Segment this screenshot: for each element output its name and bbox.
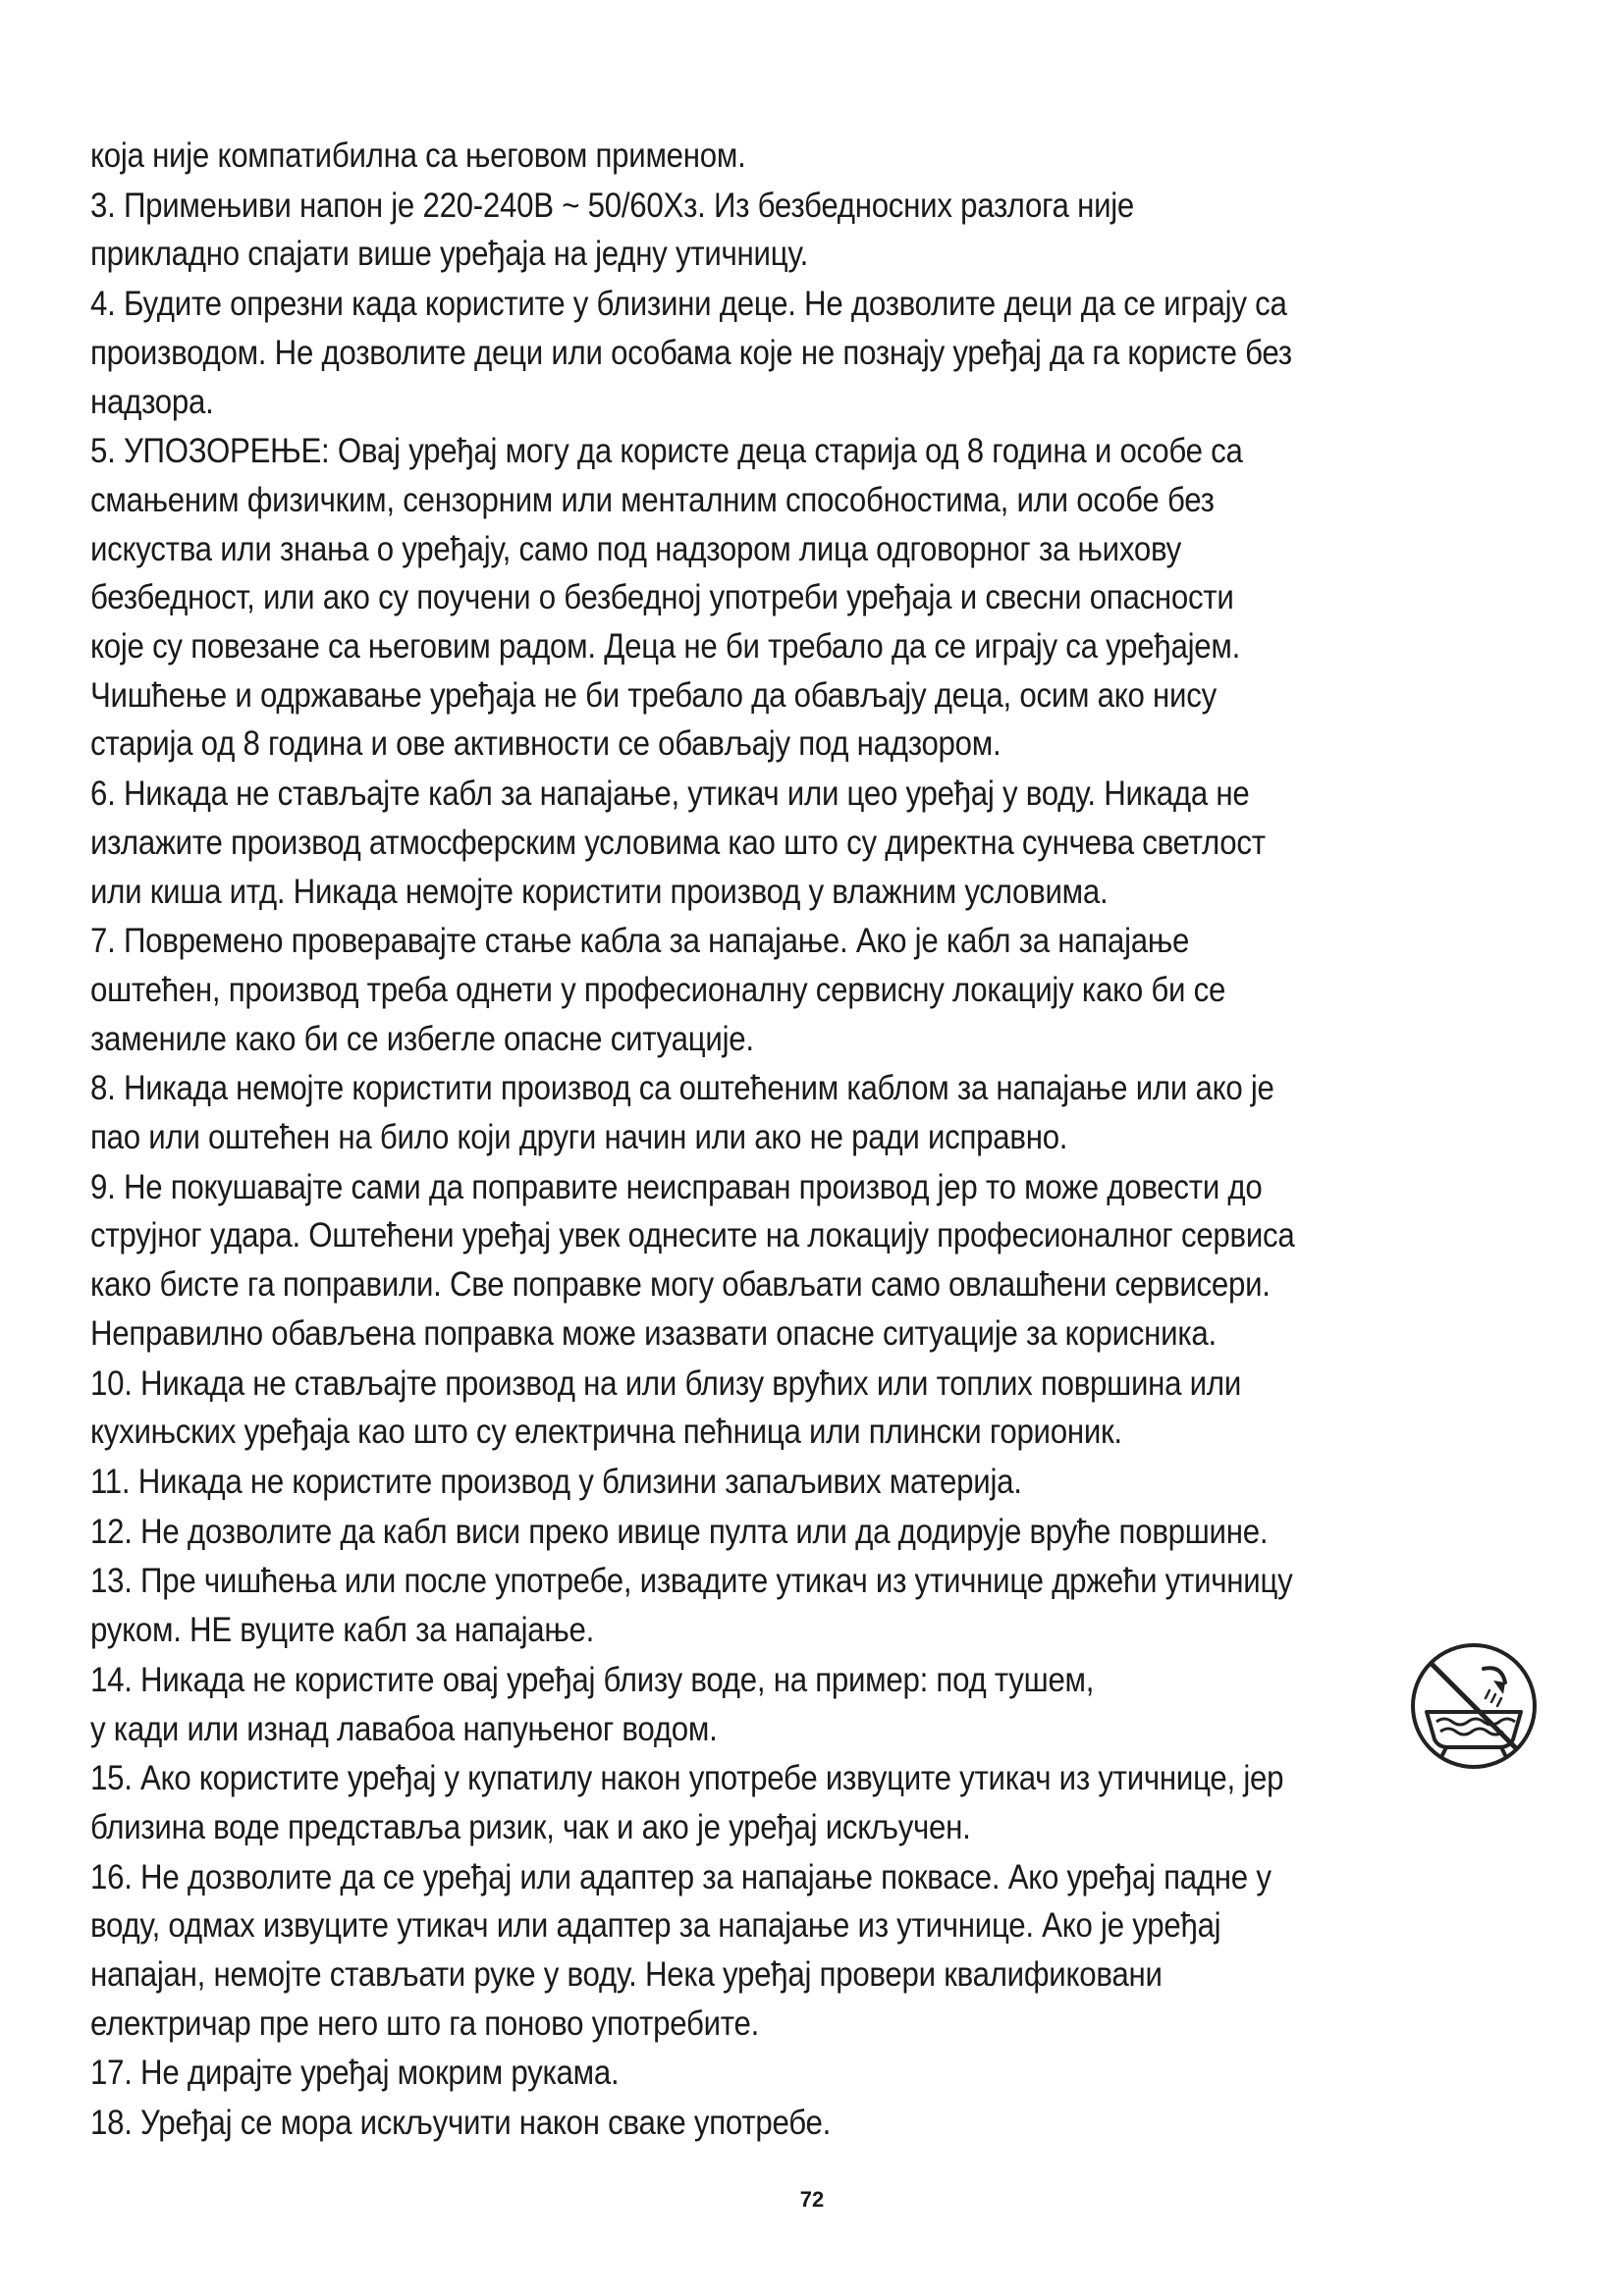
text-line: смањеним физичким, сензорним или менталним способностима, или особе без (90, 479, 1215, 519)
text-line: безбедност, или ако су поучени о безбедној употреби уређаја и свесни опасности (90, 577, 1234, 617)
text-line: у кади или изнад лавабоа напуњеног водом. (90, 1708, 718, 1748)
text-line: 7. Повремено проверавајте стање кабла за напајање. Ако је кабл за напајање (90, 921, 1190, 961)
text-line: надзора. (90, 381, 214, 421)
text-line: напајан, немојте стављати руке у воду. Нека уређај провери квалификовани (90, 1954, 1163, 1995)
text-line: 18. Уређај се мора искључити након сваке употребе. (90, 2103, 832, 2143)
text-line: Неправилно обављена поправка може изазвати опасне ситуације за корисника. (90, 1312, 1217, 1353)
text-line: оштећен, производ треба однети у професионалну сервисну локацију како би се (90, 969, 1226, 1009)
text-line: 16. Не дозволите да се уређај или адаптер за напајање поквасе. Ако уређај падне у (90, 1856, 1272, 1896)
text-line: руком. НЕ вуците кабл за напајање. (90, 1610, 595, 1650)
text-line: 15. Ако користите уређај у купатилу након употребе извуците утикач из утичнице, јер (90, 1758, 1284, 1798)
text-line: искуства или знања о уређају, само под надзором лица одговорног за њихову (90, 528, 1181, 568)
text-line: пао или оштећен на било који други начин или ако не ради исправно. (90, 1117, 1068, 1157)
text-line: 5. УПОЗОРЕЊЕ: Овај уређај могу да користе деца старија од 8 година и особе са (90, 431, 1243, 471)
text-line: електричар пре него што га поново употребите. (90, 2002, 759, 2043)
text-line: 10. Никада не стављајте производ на или близу врућих или топлих површина или (90, 1362, 1242, 1403)
page-number: 72 (799, 2187, 825, 2212)
text-line: старија од 8 година и ове активности се обављају под надзором. (90, 723, 1001, 764)
text-line: замениле како би се избегле опасне ситуације. (90, 1018, 754, 1058)
text-line: које су повезане са његовим радом. Деца не би требало да се играју са уређајем. (90, 626, 1240, 667)
text-line: која није компатибилна са његовом применом. (90, 135, 746, 175)
text-line: 6. Никада не стављајте кабл за напајање, утикач или цео уређај у воду. Никада не (90, 774, 1250, 814)
text-line: воду, одмах извуците утикач или адаптер за напајање из утичнице. Ако је уређај (90, 1905, 1221, 1946)
text-line: производом. Не дозволите деци или особама које не познају уређај да га користе без (90, 332, 1292, 372)
text-line: струјног удара. Оштећени уређај увек однесите на локацију професионалног сервиса (90, 1215, 1295, 1255)
safety-instructions-text (90, 132, 1369, 2148)
text-line: како бисте га поправили. Све поправке могу обављати само овлашћени сервисери. (90, 1264, 1271, 1305)
text-line: 12. Не дозволите да кабл виси преко ивице пулта или да додирује вруће површине. (90, 1511, 1269, 1551)
text-line: кухињских уређаја као што су електрична пећница или плински горионик. (90, 1412, 1122, 1452)
text-line: близина воде представља ризик, чак и ако је уређај искључен. (90, 1806, 971, 1846)
text-line: или киша итд. Никада немојте користити производ у влажним условима. (90, 871, 1109, 911)
text-line: Чишћење и одржавање уређаја не би требало да обављају деца, осим ако нису (90, 674, 1217, 715)
text-line: 4. Будите опрезни када користите у близини деце. Не дозволите деци да се играју са (90, 284, 1287, 324)
no-bath-shower-icon (1407, 1639, 1541, 1773)
text-line: прикладно спајати више уређаја на једну утичницу. (90, 234, 809, 274)
text-line: 17. Не дирајте уређај мокрим рукама. (90, 2053, 620, 2093)
text-line: 3. Примењиви напон је 220-240В ~ 50/60Хз. Из безбедносних разлога није (90, 185, 1135, 225)
text-line: 13. Пре чишћења или после употребе, извадите утикач из утичнице држећи утичницу (90, 1561, 1293, 1601)
text-line: излажите производ атмосферским условима као што су директна сунчева светлост (90, 822, 1266, 862)
text-line: 11. Никада не користите производ у близини запаљивих материја. (90, 1461, 1022, 1501)
text-line: 8. Никада немојте користити производ са оштећеним каблом за напајање или ако је (90, 1068, 1274, 1108)
text-line: 14. Никада не користите овај уређај близу воде, на пример: под тушем, (90, 1659, 1095, 1699)
text-line: 9. Не покушавајте сами да поправите неисправан производ јер то може довести до (90, 1166, 1263, 1206)
